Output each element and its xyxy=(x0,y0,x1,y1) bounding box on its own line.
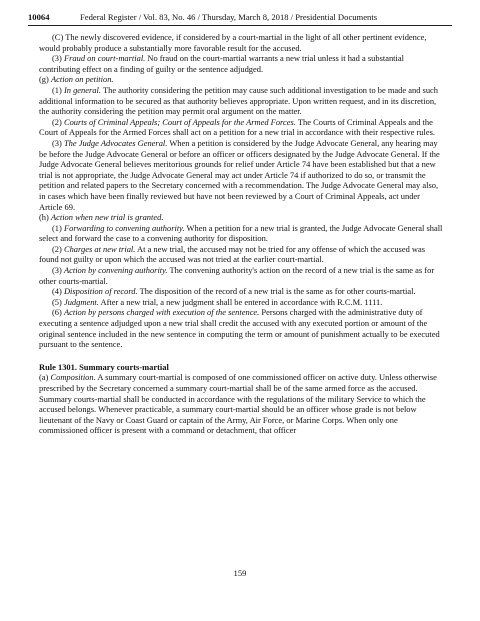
paragraph-h2-charges: (2) Charges at new trial. At a new trial, the accused may not be tried for any offense of which the accused was found not guilty or upon which the accused was not tried at the earlier court-martial. xyxy=(39,243,426,265)
paragraph-g1-in-general: (1) In general. The authority considering the petition may cause such additional investigation to be made and such additional information to be secured as that authority believes appropriate. Upon written request, and in its discretion, the authority considering the petition may permit oral argument on the matter. xyxy=(39,84,439,117)
paragraph-a-composition: (a) Composition. A summary court-martial is composed of one commissioned officer on active duty. Unless otherwise prescribed by the Secretary concerned a summary court-martial shall be of the same armed force as the accused. Summary courts-martial shall be conducted in accordance with the regulations of the military Service to which the accused belongs. Whenever practicable, a summary court-martial should be an officer whose grade is not below lieutenant of the Navy or Coast Guard or captain of the Army, Air Force, or Marine Corps. When only one commissioned officer is present with a command or detachment, that officer xyxy=(39,372,437,436)
paragraph-h4-disposition: (4) Disposition of record. The disposition of the record of a new trial is the same as for other courts-martial. xyxy=(52,286,416,297)
paragraph-g3-judge-advocates: (3) The Judge Advocates General. When a petition is considered by the Judge Advocate General, any hearing may be before the Judge Advocate General or before an officer or officers designated by the Judge Advocate General. If the Judge Advocate General believes meritorious grounds for relief under Article 74 have been established but that a new trial is not appropriate, the Judge Advocate General may act under Article 74 if authorized to do so, or transmit the petition and related papers to the Secretary concerned with a recommendation. The Judge Advocate General may also, in cases which have been finally reviewed but have not been reviewed by a Court of Criminal Appeals, act under Article 69. xyxy=(39,137,440,212)
rule-1301-heading: Rule 1301. Summary courts-martial xyxy=(39,361,169,372)
paragraph-h5-judgment: (5) Judgment. After a new trial, a new judgment shall be entered in accordance with R.C.M. 1111. xyxy=(52,296,383,307)
paragraph-h6-execution: (6) Action by persons charged with execution of the sentence. Persons charged with the administrative duty of executing a sentence adjudged upon a new trial shall credit the accused with any executed portion or amount of the original sentence included in the new sentence in computing the term or amount of punishment actually to be executed pursuant to the sentence. xyxy=(39,307,440,350)
header-rule xyxy=(28,25,452,26)
page-folio: 159 xyxy=(233,568,247,578)
heading-h-new-trial-granted: (h) Action when new trial is granted. xyxy=(39,212,164,223)
paragraph-f3-fraud: (3) Fraud on court-martial. No fraud on the court-martial warrants a new trial unless it had a substantial contributing effect on a finding of guilty or the sentence adjudged. xyxy=(39,53,404,74)
paragraph-c-new-evidence: (C) The newly discovered evidence, if considered by a court-martial in the light of all other pertinent evidence, would probably produce a substantially more favorable result for the accused. xyxy=(39,32,427,53)
running-title: Federal Register / Vol. 83, No. 46 / Thursday, March 8, 2018 / Presidential Documents xyxy=(80,12,378,22)
paragraph-h1-forwarding: (1) Forwarding to convening authority. When a petition for a new trial is granted, the Judge Advocate General shall select and forward the case to a convening authority for disposition. xyxy=(39,222,443,244)
paragraph-h3-convening-action: (3) Action by convening authority. The convening authority's action on the record of a new trial is the same as for other courts-martial. xyxy=(39,265,435,286)
heading-g-action-on-petition: (g) Action on petition. xyxy=(39,74,114,85)
page-body xyxy=(39,32,443,436)
page-number: 10064 xyxy=(28,12,50,22)
page-header xyxy=(28,12,452,26)
paragraph-g2-courts: (2) Courts of Criminal Appeals; Court of Appeals for the Armed Forces. The Courts of Criminal Appeals and the Court of Appeals for the Armed Forces shall act on a petition for a new trial in accordance with their respective rules. xyxy=(39,116,435,138)
